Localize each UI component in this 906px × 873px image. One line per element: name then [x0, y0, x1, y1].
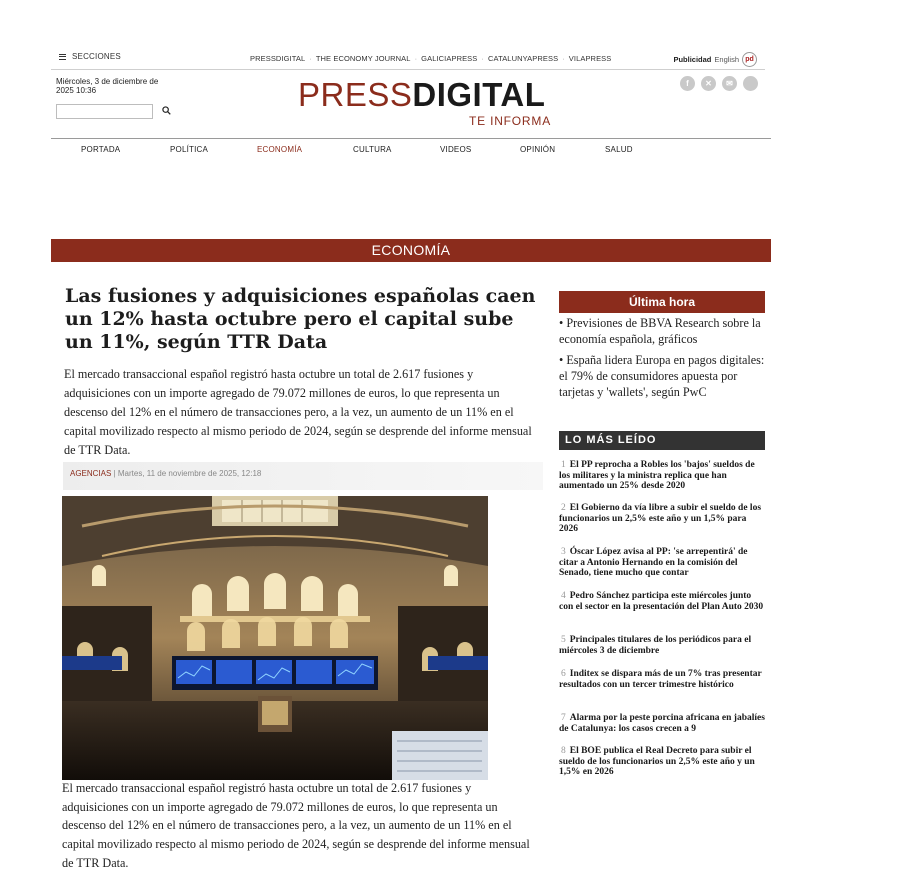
- rank-number: 4: [561, 591, 566, 601]
- byline-date: Martes, 11 de noviembre de 2025, 12:18: [117, 469, 262, 478]
- social-links: [680, 76, 758, 91]
- ultima-hora-item[interactable]: • Previsiones de BBVA Research sobre la economía española, gráficos: [559, 316, 761, 346]
- section-title: ECONOMÍA: [51, 239, 771, 262]
- rank-title: El BOE publica el Real Decreto para subir el sueldo de los funcionarios un 2,5% este año y un 1,5% en 2026: [559, 746, 755, 778]
- article-lead: El mercado transaccional español registró hasta octubre un total de 2.617 fusiones y adquisiciones con un importe agregado de 79.072 millones de euros, lo que representa un descenso del 12% en el número de transacciones pero, a la vez, un aumento de un 11% en el capital movilizado respecto al mismo periodo de 2024, según se desprende del informe mensual de TTR Data.: [64, 367, 532, 457]
- secciones-label: SECCIONES: [72, 52, 121, 61]
- hamburger-icon: [59, 54, 66, 60]
- search-input[interactable]: [56, 104, 153, 119]
- logo-tagline: TE INFORMA: [469, 114, 551, 128]
- rank-number: 6: [561, 669, 566, 679]
- mas-leido-item[interactable]: [559, 669, 767, 690]
- network-link-economy-journal[interactable]: THE ECONOMY JOURNAL: [315, 54, 411, 63]
- rank-title: El Gobierno da vía libre a subir el sueldo de los funcionarios un 2,5% este año y un 1,5% para 2026: [559, 503, 762, 535]
- nav-item-politica[interactable]: POLÍTICA: [170, 145, 209, 154]
- rank-number: 1: [561, 460, 566, 470]
- publicidad-link[interactable]: Publicidad: [673, 55, 712, 64]
- byline-separator: |: [111, 469, 118, 478]
- ultima-hora-item[interactable]: • España lidera Europa en pagos digitales: el 79% de consumidores apuesta por tarjetas y 'wallets', según PwC: [559, 353, 765, 399]
- rank-number: 5: [561, 635, 566, 645]
- current-date: [56, 77, 176, 95]
- network-links: PRESSDIGITAL · THE ECONOMY JOURNAL · GALICIAPRESS · CATALUNYAPRESS · VILAPRESS: [250, 54, 612, 63]
- article-byline: [63, 462, 543, 490]
- mas-leido-item[interactable]: [559, 713, 767, 734]
- network-link-pressdigital[interactable]: PRESSDIGITAL: [250, 54, 306, 63]
- nav-item-economia[interactable]: ECONOMÍA: [257, 145, 303, 154]
- network-link-catalunyapress[interactable]: CATALUNYAPRESS: [488, 54, 559, 63]
- byline-agency[interactable]: AGENCIAS: [70, 469, 112, 478]
- publicidad-links: [673, 52, 757, 67]
- nav-item-salud[interactable]: SALUD: [605, 145, 633, 154]
- rank-title: Pedro Sánchez participa este miércoles junto con el sector en la presentación del Plan Auto 2030: [559, 591, 764, 612]
- network-link-vilapress[interactable]: VILAPRESS: [568, 54, 612, 63]
- rank-number: 8: [561, 746, 566, 756]
- rank-number: 3: [561, 547, 566, 557]
- article-headline: Las fusiones y adquisiciones españolas caen un 12% hasta octubre pero el capital sube un 11%, según TTR Data: [65, 285, 536, 353]
- rank-title: Óscar López avisa al PP: 'se arrepentirá' de citar a Antonio Hernando en la comisión del Senado, tiene mucho que contar: [559, 547, 748, 579]
- rank-title: El PP reprocha a Robles los 'bajos' sueldos de los militares y la ministra replica que han aumentado un 25% desde 2020: [559, 460, 755, 492]
- nav-item-cultura[interactable]: CULTURA: [353, 145, 392, 154]
- english-link[interactable]: English: [714, 55, 739, 64]
- site-logo[interactable]: [298, 76, 546, 113]
- circle-icon[interactable]: [743, 76, 758, 91]
- logo-press: PRESS: [298, 76, 413, 113]
- mas-leido-item[interactable]: [559, 746, 767, 778]
- mas-leido-title: LO MÁS LEÍDO: [559, 431, 765, 450]
- nav-item-videos[interactable]: VIDEOS: [440, 145, 472, 154]
- rank-title: Principales titulares de los periódicos para el miércoles 3 de diciembre: [559, 635, 752, 656]
- rank-title: Alarma por la peste porcina africana en jabalíes de Catalunya: los casos crecen a 9: [559, 713, 765, 734]
- mas-leido-item[interactable]: [559, 460, 767, 492]
- pd-logo-icon[interactable]: pd: [742, 52, 757, 67]
- main-nav: [51, 138, 771, 158]
- mas-leido-item[interactable]: [559, 591, 767, 612]
- nav-item-opinion[interactable]: OPINIÓN: [520, 145, 556, 154]
- rank-title: Inditex se dispara más de un 7% tras presentar resultados con un tercer trimestre histórico: [559, 669, 762, 690]
- secciones-menu-button[interactable]: [59, 52, 121, 61]
- mas-leido-item[interactable]: [559, 635, 767, 656]
- mas-leido-item[interactable]: [559, 503, 767, 535]
- rank-number: 7: [561, 713, 566, 723]
- mas-leido-item[interactable]: [559, 547, 767, 579]
- top-bar: [51, 48, 765, 70]
- facebook-icon[interactable]: f: [680, 76, 695, 91]
- date-line-1: Miércoles, 3 de diciembre de: [56, 77, 159, 86]
- stock-exchange-hall-image: [62, 496, 488, 780]
- mail-icon[interactable]: ✉: [722, 76, 737, 91]
- article-body: El mercado transaccional español registró hasta octubre un total de 2.617 fusiones y adquisiciones con un importe agregado de 79.072 millones de euros, lo que representa un descenso del 12% en el número de transacciones pero, a la vez, un aumento de un 11% en el capital movilizado respecto al mismo periodo de 2024, según se desprende del informe mensual de TTR Data.: [62, 781, 530, 870]
- nav-item-portada[interactable]: PORTADA: [81, 145, 121, 154]
- network-link-galiciapress[interactable]: GALICIAPRESS: [421, 54, 478, 63]
- rank-number: 2: [561, 503, 566, 513]
- article-photo: [62, 496, 488, 780]
- date-line-2: 2025 10:36: [56, 86, 97, 95]
- ultima-hora-title: Última hora: [559, 291, 765, 313]
- x-icon[interactable]: ✕: [701, 76, 716, 91]
- logo-digital: DIGITAL: [412, 76, 546, 113]
- search-icon[interactable]: [162, 106, 171, 115]
